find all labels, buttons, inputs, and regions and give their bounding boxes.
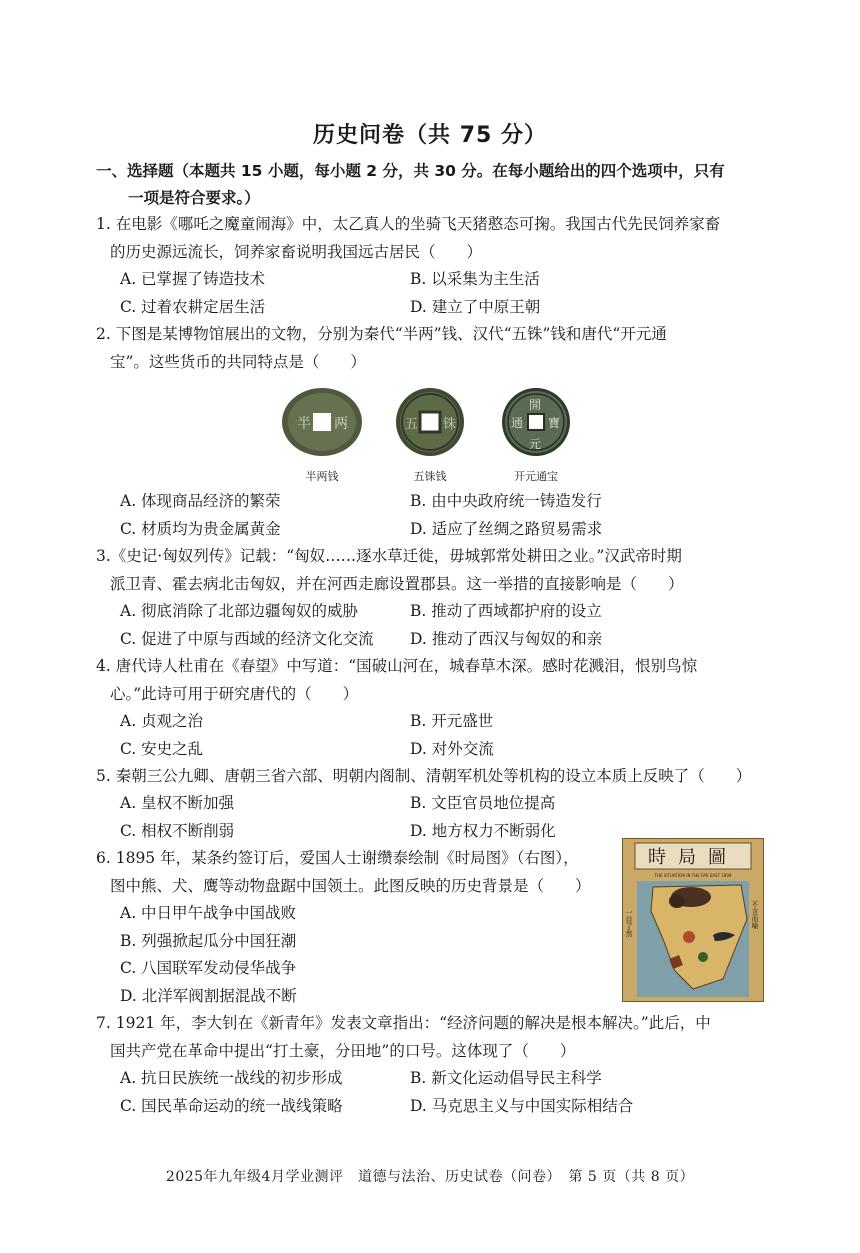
banliang-coin-image — [280, 386, 364, 458]
coin-char: 通 — [511, 416, 524, 430]
question-7 — [96, 1010, 776, 1065]
coin-char: 五 — [405, 417, 419, 432]
question-2 — [96, 321, 776, 376]
option-d[interactable]: D. 对外交流 — [410, 739, 494, 758]
question-7-options — [120, 1065, 760, 1120]
option-c[interactable]: C. 安史之乱 — [120, 739, 204, 758]
map-side-left: 一目了然 — [625, 909, 633, 937]
option-c[interactable]: C. 八国联军发动侵华战争 — [120, 959, 297, 977]
wuzhu-coin-image — [388, 386, 472, 458]
question-1-options — [120, 266, 760, 321]
option-a[interactable]: A. 抗日民族统一战线的初步形成 — [120, 1069, 343, 1087]
option-a[interactable]: A. 体现商品经济的繁荣 — [120, 492, 281, 510]
coin-char: 半 — [297, 416, 311, 432]
shiju-map-drawing — [623, 839, 763, 1001]
coin-char: 铢 — [443, 417, 457, 432]
page-title: 历史问卷（共 75 分） — [313, 123, 547, 148]
option-b[interactable]: B. 由中央政府统一铸造发行 — [410, 492, 602, 510]
option-d[interactable]: D. 马克思主义与中国实际相结合 — [410, 1096, 634, 1115]
coin-caption-banliang: 半两钱 — [305, 470, 339, 483]
shiju-map-image — [622, 838, 764, 1002]
question-2-options — [120, 488, 760, 543]
question-1-stem-line2: 的历史源远流长，饲养家畜说明我国远古居民（ ） — [110, 242, 483, 261]
section-heading-line1: 一、选择题（本题共 15 小题，每小题 2 分，共 30 分。在每小题给出的四个选项中，只有 — [96, 162, 725, 180]
coin-char: 寶 — [548, 416, 561, 430]
option-a[interactable]: A. 彻底消除了北部边疆匈奴的威胁 — [120, 602, 359, 620]
option-a[interactable]: A. 已掌握了铸造技术 — [120, 270, 266, 288]
question-6-stem-line2: 图中熊、犬、鹰等动物盘踞中国领土。此图反映的历史背景是（ ） — [110, 876, 591, 895]
coin-kaiyuan — [494, 386, 578, 484]
coin-caption-wuzhu: 五铢钱 — [413, 470, 447, 483]
option-c[interactable]: C. 过着农耕定居生活 — [120, 297, 266, 316]
question-4 — [96, 653, 776, 708]
question-6 — [96, 845, 616, 900]
question-6-options — [120, 900, 520, 1010]
option-b[interactable]: B. 列强掀起瓜分中国狂潮 — [120, 931, 297, 950]
question-4-options — [120, 708, 760, 763]
option-b[interactable]: B. 推动了西域都护府的设立 — [410, 602, 602, 620]
kaiyuan-coin-image — [494, 386, 578, 458]
option-b[interactable]: B. 文臣官员地位提高 — [410, 794, 556, 812]
option-d[interactable]: D. 建立了中原王朝 — [410, 297, 541, 316]
option-d[interactable]: D. 北洋军阀割据混战不断 — [120, 986, 297, 1005]
option-a[interactable]: A. 贞观之治 — [120, 712, 204, 730]
option-a[interactable]: A. 皇权不断加强 — [120, 794, 235, 812]
question-4-stem-line2: 心。”此诗可用于研究唐代的（ ） — [110, 684, 359, 703]
coin-char: 元 — [529, 437, 542, 451]
question-1-stem-line1: 1. 在电影《哪吒之魔童闹海》中，太乙真人的坐骑飞天猪憨态可掬。我国古代先民饲养家畜 — [96, 215, 721, 233]
question-5-options — [120, 790, 760, 845]
map-side-right: 不言而喻 — [751, 901, 759, 929]
coin-char: 两 — [334, 416, 348, 432]
question-5-stem-line1: 5. 秦朝三公九卿、唐朝三省六部、明朝内阁制、清朝军机处等机构的设立本质上反映了（ ） — [96, 767, 752, 785]
coin-caption-kaiyuan: 开元通宝 — [514, 470, 558, 483]
question-2-stem-line1: 2. 下图是某博物馆展出的文物，分别为秦代“半两”钱、汉代“五铢”钱和唐代“开元通 — [96, 325, 667, 343]
question-2-stem-line2: 宝”。这些货币的共同特点是（ ） — [110, 352, 366, 371]
question-3-stem-line1: 3.《史记·匈奴列传》记载：“匈奴……逐水草迁徙，毋城郭常处耕田之业。”汉武帝时期 — [96, 547, 682, 565]
question-4-stem-line1: 4. 唐代诗人杜甫在《春望》中写道：“国破山河在，城春草木深。感时花溅泪，恨别鸟惊 — [96, 657, 698, 675]
option-c[interactable]: C. 促进了中原与西域的经济文化交流 — [120, 629, 374, 648]
option-c[interactable]: C. 国民革命运动的统一战线策略 — [120, 1096, 343, 1115]
coin-char: 開 — [529, 398, 542, 412]
question-5 — [96, 763, 776, 791]
section-heading — [96, 158, 776, 212]
option-a[interactable]: A. 中日甲午战争中国战败 — [120, 904, 297, 922]
option-c[interactable]: C. 相权不断削弱 — [120, 821, 235, 840]
question-3-options — [120, 598, 760, 653]
option-c[interactable]: C. 材质均为贵金属黄金 — [120, 519, 281, 538]
question-1 — [96, 211, 776, 266]
question-7-stem-line2: 国共产党在革命中提出“打土豪，分田地”的口号。这体现了（ ） — [110, 1041, 576, 1060]
option-b[interactable]: B. 新文化运动倡导民主科学 — [410, 1069, 602, 1087]
question-7-stem-line1: 7. 1921 年，李大钊在《新青年》发表文章指出：“经济问题的解决是根本解决。”此后，中 — [96, 1014, 711, 1032]
page-footer: 2025年九年级4月学业测评 道德与法治、历史试卷（问卷） 第 5 页（共 8 页） — [165, 1169, 695, 1185]
option-b[interactable]: B. 开元盛世 — [410, 712, 494, 730]
option-b[interactable]: B. 以采集为主生活 — [410, 270, 540, 288]
map-subtitle: THE SITUATION IN THE FAR EAST 1899 — [654, 873, 732, 878]
option-d[interactable]: D. 地方权力不断弱化 — [410, 821, 556, 840]
coin-figure — [280, 386, 580, 486]
option-d[interactable]: D. 推动了西汉与匈奴的和亲 — [410, 629, 603, 648]
map-title: 時局圖 — [648, 847, 738, 868]
option-d[interactable]: D. 适应了丝绸之路贸易需求 — [410, 519, 603, 538]
coin-banliang — [280, 386, 364, 484]
question-6-stem-line1: 6. 1895 年，某条约签订后，爱国人士谢缵泰绘制《时局图》（右图）， — [96, 849, 579, 867]
question-3 — [96, 543, 776, 598]
section-heading-line2: 一项是符合要求。） — [128, 189, 260, 207]
question-3-stem-line2: 派卫青、霍去病北击匈奴，并在河西走廊设置郡县。这一举措的直接影响是（ ） — [110, 574, 684, 593]
coin-wuzhu — [388, 386, 472, 484]
